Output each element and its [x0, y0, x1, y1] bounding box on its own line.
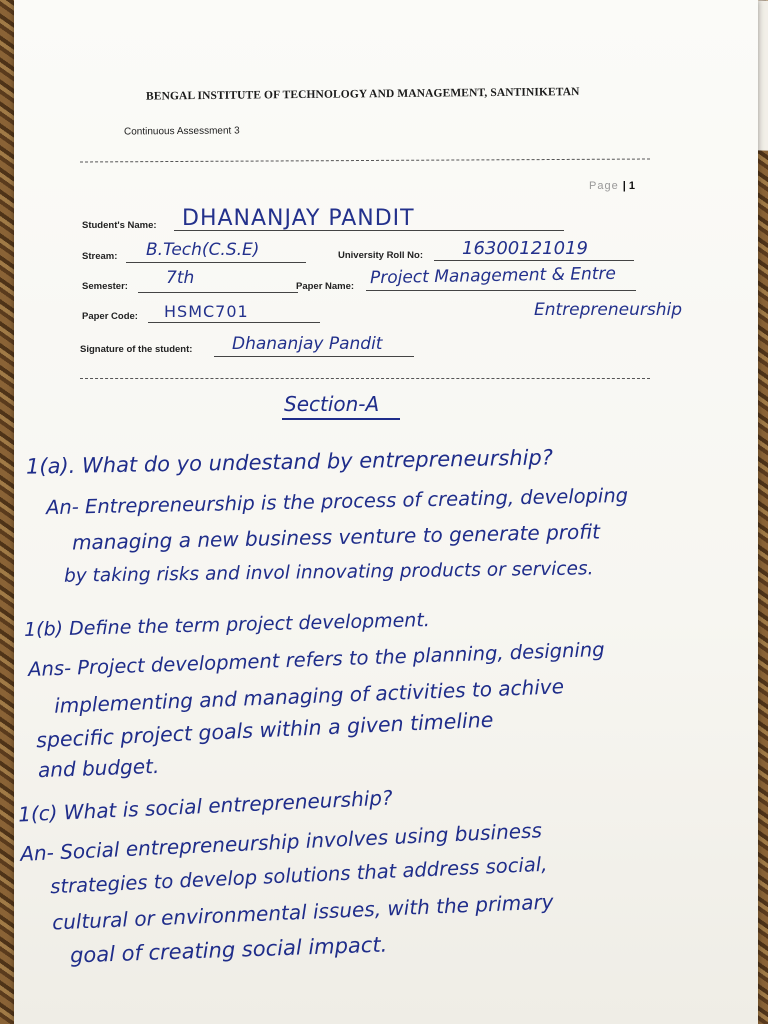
roll-underline: [434, 260, 634, 261]
divider-top: [80, 159, 650, 163]
answer-1b-line1: Ans- Project development refers to the planning, designing: [27, 637, 605, 682]
signature-value: Dhananjay Pandit: [232, 334, 383, 354]
student-name-label: Student's Name:: [82, 220, 157, 231]
semester-value: 7th: [166, 268, 195, 288]
paper-name-continuation: Entrepreneurship: [534, 300, 683, 320]
answer-1a-line2: managing a new business venture to generate profit: [71, 519, 601, 555]
question-1c: 1(c) What is social entrepreneurship?: [17, 785, 394, 827]
answer-1a-line1: An- Entrepreneurship is the process of creating, developing: [45, 483, 629, 520]
roll-value: 16300121019: [462, 238, 588, 259]
paper-name-label: Paper Name:: [296, 281, 355, 292]
answer-1c-line4: goal of creating social impact.: [69, 932, 388, 968]
section-underline: [282, 418, 400, 420]
stream-underline: [126, 262, 306, 263]
paper-code-value: HSMC701: [164, 302, 249, 321]
signature-underline: [214, 356, 414, 357]
student-name-underline: [174, 230, 564, 231]
answer-1b-line3: specific project goals within a given timeline: [35, 707, 494, 753]
semester-underline: [138, 292, 298, 293]
stream-value: B.Tech(C.S.E): [146, 240, 260, 260]
question-1a: 1(a). What do yo undestand by entrepreneurship?: [25, 445, 554, 479]
divider-bottom: [80, 378, 650, 379]
page-label: Page: [589, 180, 619, 192]
answer-1c-line2: strategies to develop solutions that address social,: [49, 852, 548, 899]
paper-name-value: Project Management & Entre: [369, 263, 617, 289]
section-title: Section-A: [284, 392, 380, 416]
answer-1a-line3: by taking risks and invol innovating products or services.: [63, 558, 594, 587]
stream-label: Stream:: [82, 251, 118, 262]
signature-label: Signature of the student:: [80, 344, 193, 355]
roll-label: University Roll No:: [338, 250, 423, 261]
answer-1c-line1: An- Social entrepreneurship involves using business: [19, 818, 543, 866]
paper-code-underline: [148, 322, 320, 323]
answer-sheet: [14, 0, 758, 1024]
paper-code-label: Paper Code:: [82, 311, 138, 322]
question-1b: 1(b) Define the term project development.: [23, 609, 431, 641]
page-number: 1: [628, 180, 636, 192]
paper-name-underline: [366, 290, 636, 291]
student-name-value: DHANANJAY PANDIT: [182, 206, 415, 231]
assessment-title: Continuous Assessment 3: [123, 125, 240, 138]
semester-label: Semester:: [82, 281, 128, 292]
answer-1b-line2: implementing and managing of activities to achive: [53, 674, 565, 718]
institute-name: BENGAL INSTITUTE OF TECHNOLOGY AND MANAGEMENT, SANTINIKETAN: [145, 86, 580, 103]
page-indicator: Page | 1: [589, 180, 636, 192]
answer-1b-line4: and budget.: [37, 753, 160, 783]
answer-1c-line3: cultural or environmental issues, with the primary: [51, 889, 554, 935]
